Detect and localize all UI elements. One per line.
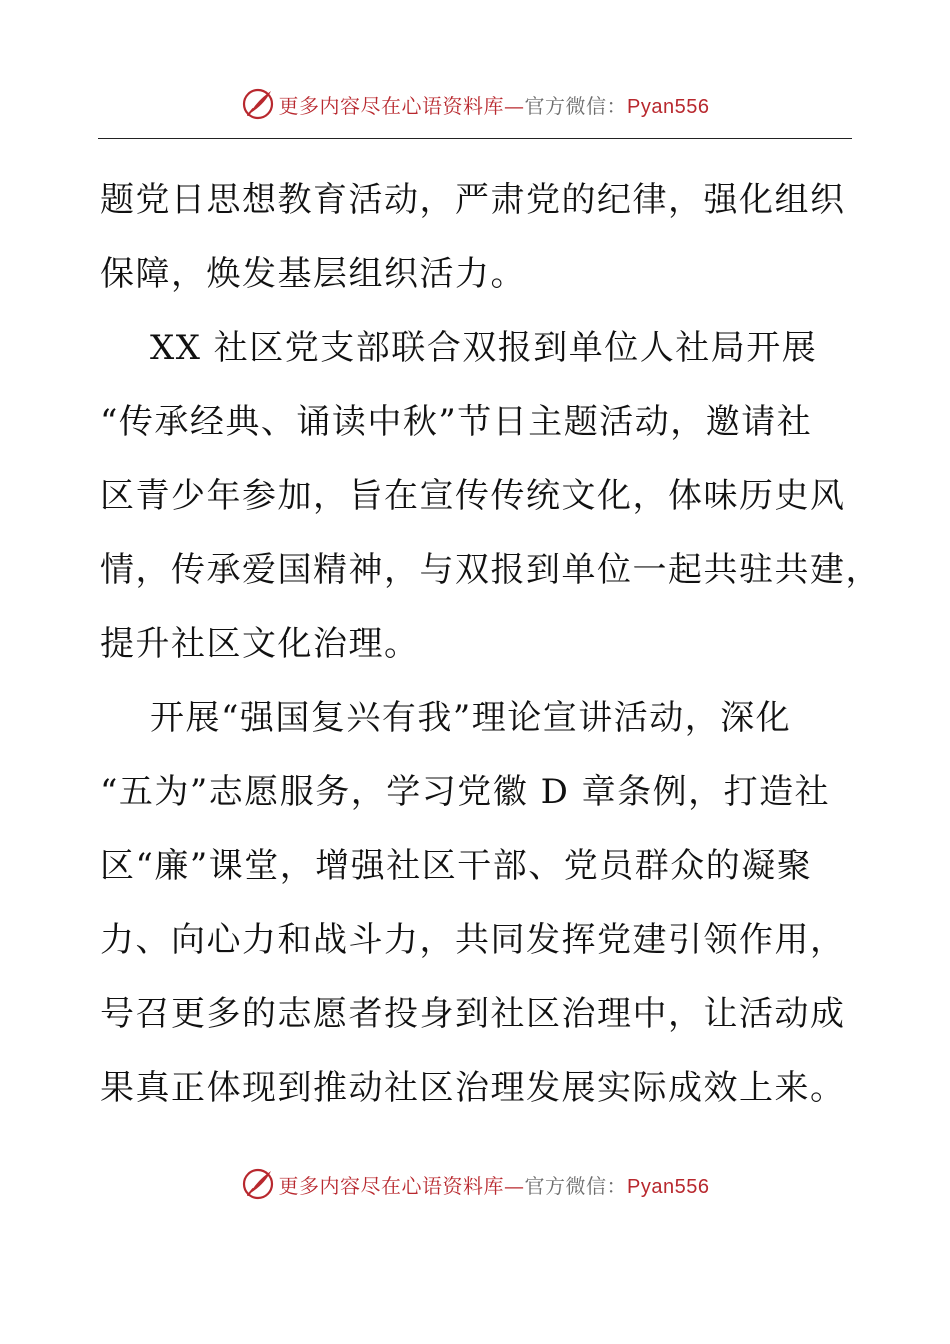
text-line: 力、向心力和战斗力，共同发挥党建引领作用， (100, 920, 846, 960)
paragraph-1 (100, 163, 852, 311)
text-line: 区“廉”课堂，增强社区干部、党员群众的凝聚 (100, 846, 813, 886)
quill-logo-icon (241, 87, 275, 121)
text-line: “传承经典、诵读中秋”节日主题活动，邀请社 (100, 402, 813, 442)
text-line: 题党日思想教育活动，严肃党的纪律，强化组织 (100, 180, 846, 220)
text-line: “五为”志愿服务，学习党徽 D 章条例，打造社 (100, 772, 831, 812)
text-line: 提升社区文化治理。 (100, 624, 420, 664)
footer-banner-main: 更多内容尽在心语资料库 (278, 1173, 505, 1198)
footer-banner-id: Pyan556 (627, 1175, 710, 1198)
document-body (100, 163, 881, 1125)
footer-banner-separator: — (504, 1173, 525, 1198)
paragraph-2 (100, 311, 881, 681)
quill-logo-icon (241, 1167, 275, 1201)
header-banner-main: 更多内容尽在心语资料库 (278, 93, 505, 118)
text-line: 情，传承爱国精神，与双报到单位一起共驻共建， (100, 550, 881, 590)
header-banner-id: Pyan556 (627, 95, 710, 118)
footer-banner-text (279, 1170, 710, 1199)
text-line: 果真正体现到推动社区治理发展实际成效上来。 (100, 1068, 846, 1108)
footer-banner-sub: 官方微信： (524, 1173, 628, 1198)
header-banner (0, 84, 950, 124)
header-banner-separator: — (504, 93, 525, 118)
header-banner-text (279, 90, 710, 119)
footer-banner (0, 1164, 950, 1204)
text-line: 号召更多的志愿者投身到社区治理中，让活动成 (100, 994, 846, 1034)
text-line: 开展“强国复兴有我”理论宣讲活动，深化 (150, 698, 792, 738)
header-banner-sub: 官方微信： (524, 93, 628, 118)
header-divider (98, 138, 852, 139)
text-line: 保障，焕发基层组织活力。 (100, 254, 526, 294)
text-line: 区青少年参加，旨在宣传传统文化，体味历史风 (100, 476, 846, 516)
text-line: XX 社区党支部联合双报到单位人社局开展 (150, 328, 818, 368)
paragraph-3 (100, 681, 852, 1125)
